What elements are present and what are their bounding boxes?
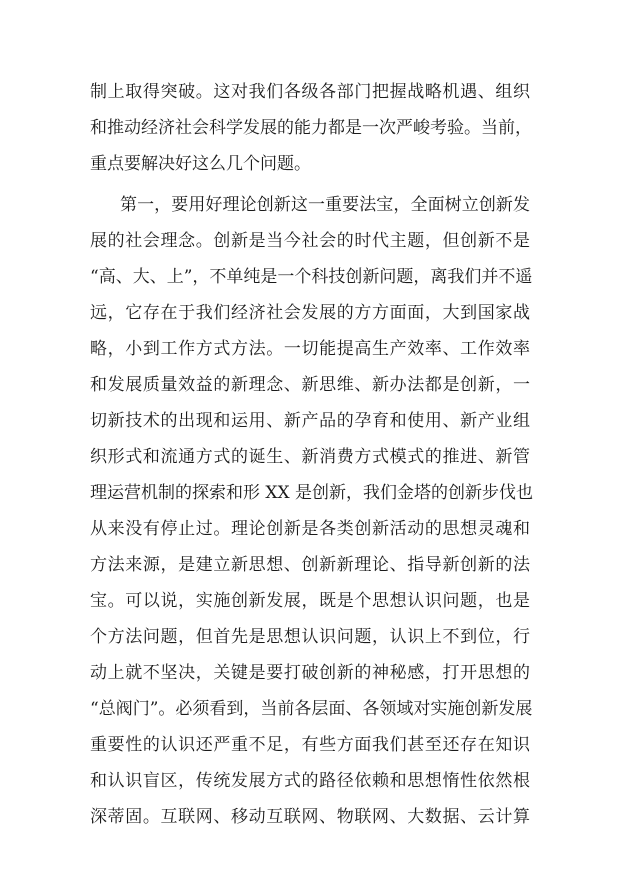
text-line: 制上取得突破。这对我们各级各部门把握战略机遇、组织 bbox=[90, 82, 530, 102]
paragraph-first-point bbox=[90, 187, 534, 871]
text-line: 和发展质量效益的新理念、新思维、新办法都是创新，一 bbox=[90, 375, 530, 395]
text-line: 理运营机制的探索和形 XX 是创新，我们金塔的创新步伐也 bbox=[90, 483, 534, 503]
text-line: 重要性的认识还严重不足，有些方面我们甚至还存在知识 bbox=[90, 735, 530, 755]
text-line: 织形式和流通方式的诞生、新消费方式模式的推进、新管 bbox=[90, 447, 530, 467]
text-line: 略，小到工作方式方法。一切能提高生产效率、工作效率 bbox=[90, 339, 530, 359]
text-line bbox=[90, 835, 530, 871]
text-line: 和认识盲区，传统发展方式的路径依赖和思想惰性依然根 bbox=[90, 771, 530, 791]
text-line: “高、大、上”，不单纯是一个科技创新问题，离我们并不遥 bbox=[90, 267, 533, 287]
text-line: 深蒂固。互联网、移动互联网、物联网、大数据、云计算 bbox=[90, 807, 530, 827]
text-line: 从来没有停止过。理论创新是各类创新活动的思想灵魂和 bbox=[90, 519, 530, 539]
text-line: 宝。可以说，实施创新发展，既是个思想认识问题，也是 bbox=[90, 591, 530, 611]
paragraph-intro bbox=[90, 74, 530, 182]
text-line: 第一，要用好理论创新这一重要法宝，全面树立创新发 bbox=[120, 195, 530, 215]
text-line: 切新技术的出现和运用、新产品的孕育和使用、新产业组 bbox=[90, 411, 530, 431]
text-line: “总阀门”。必须看到，当前各层面、各领域对实施创新发展 bbox=[90, 699, 533, 719]
text-line: 展的社会理念。创新是当今社会的时代主题，但创新不是 bbox=[90, 231, 530, 251]
text-line: 方法来源，是建立新思想、创新新理论、指导新创新的法 bbox=[90, 555, 530, 575]
text-line: 和推动经济社会科学发展的能力都是一次严峻考验。当前， bbox=[90, 118, 532, 138]
text-line: 重点要解决好这么几个问题。 bbox=[90, 154, 311, 174]
text-line: 动上就不坚决，关键是要打破创新的神秘感，打开思想的 bbox=[90, 663, 530, 683]
text-line: 远，它存在于我们经济社会发展的方方面面，大到国家战 bbox=[90, 303, 530, 323]
text-line: 个方法问题，但首先是思想认识问题，认识上不到位，行 bbox=[90, 627, 530, 647]
